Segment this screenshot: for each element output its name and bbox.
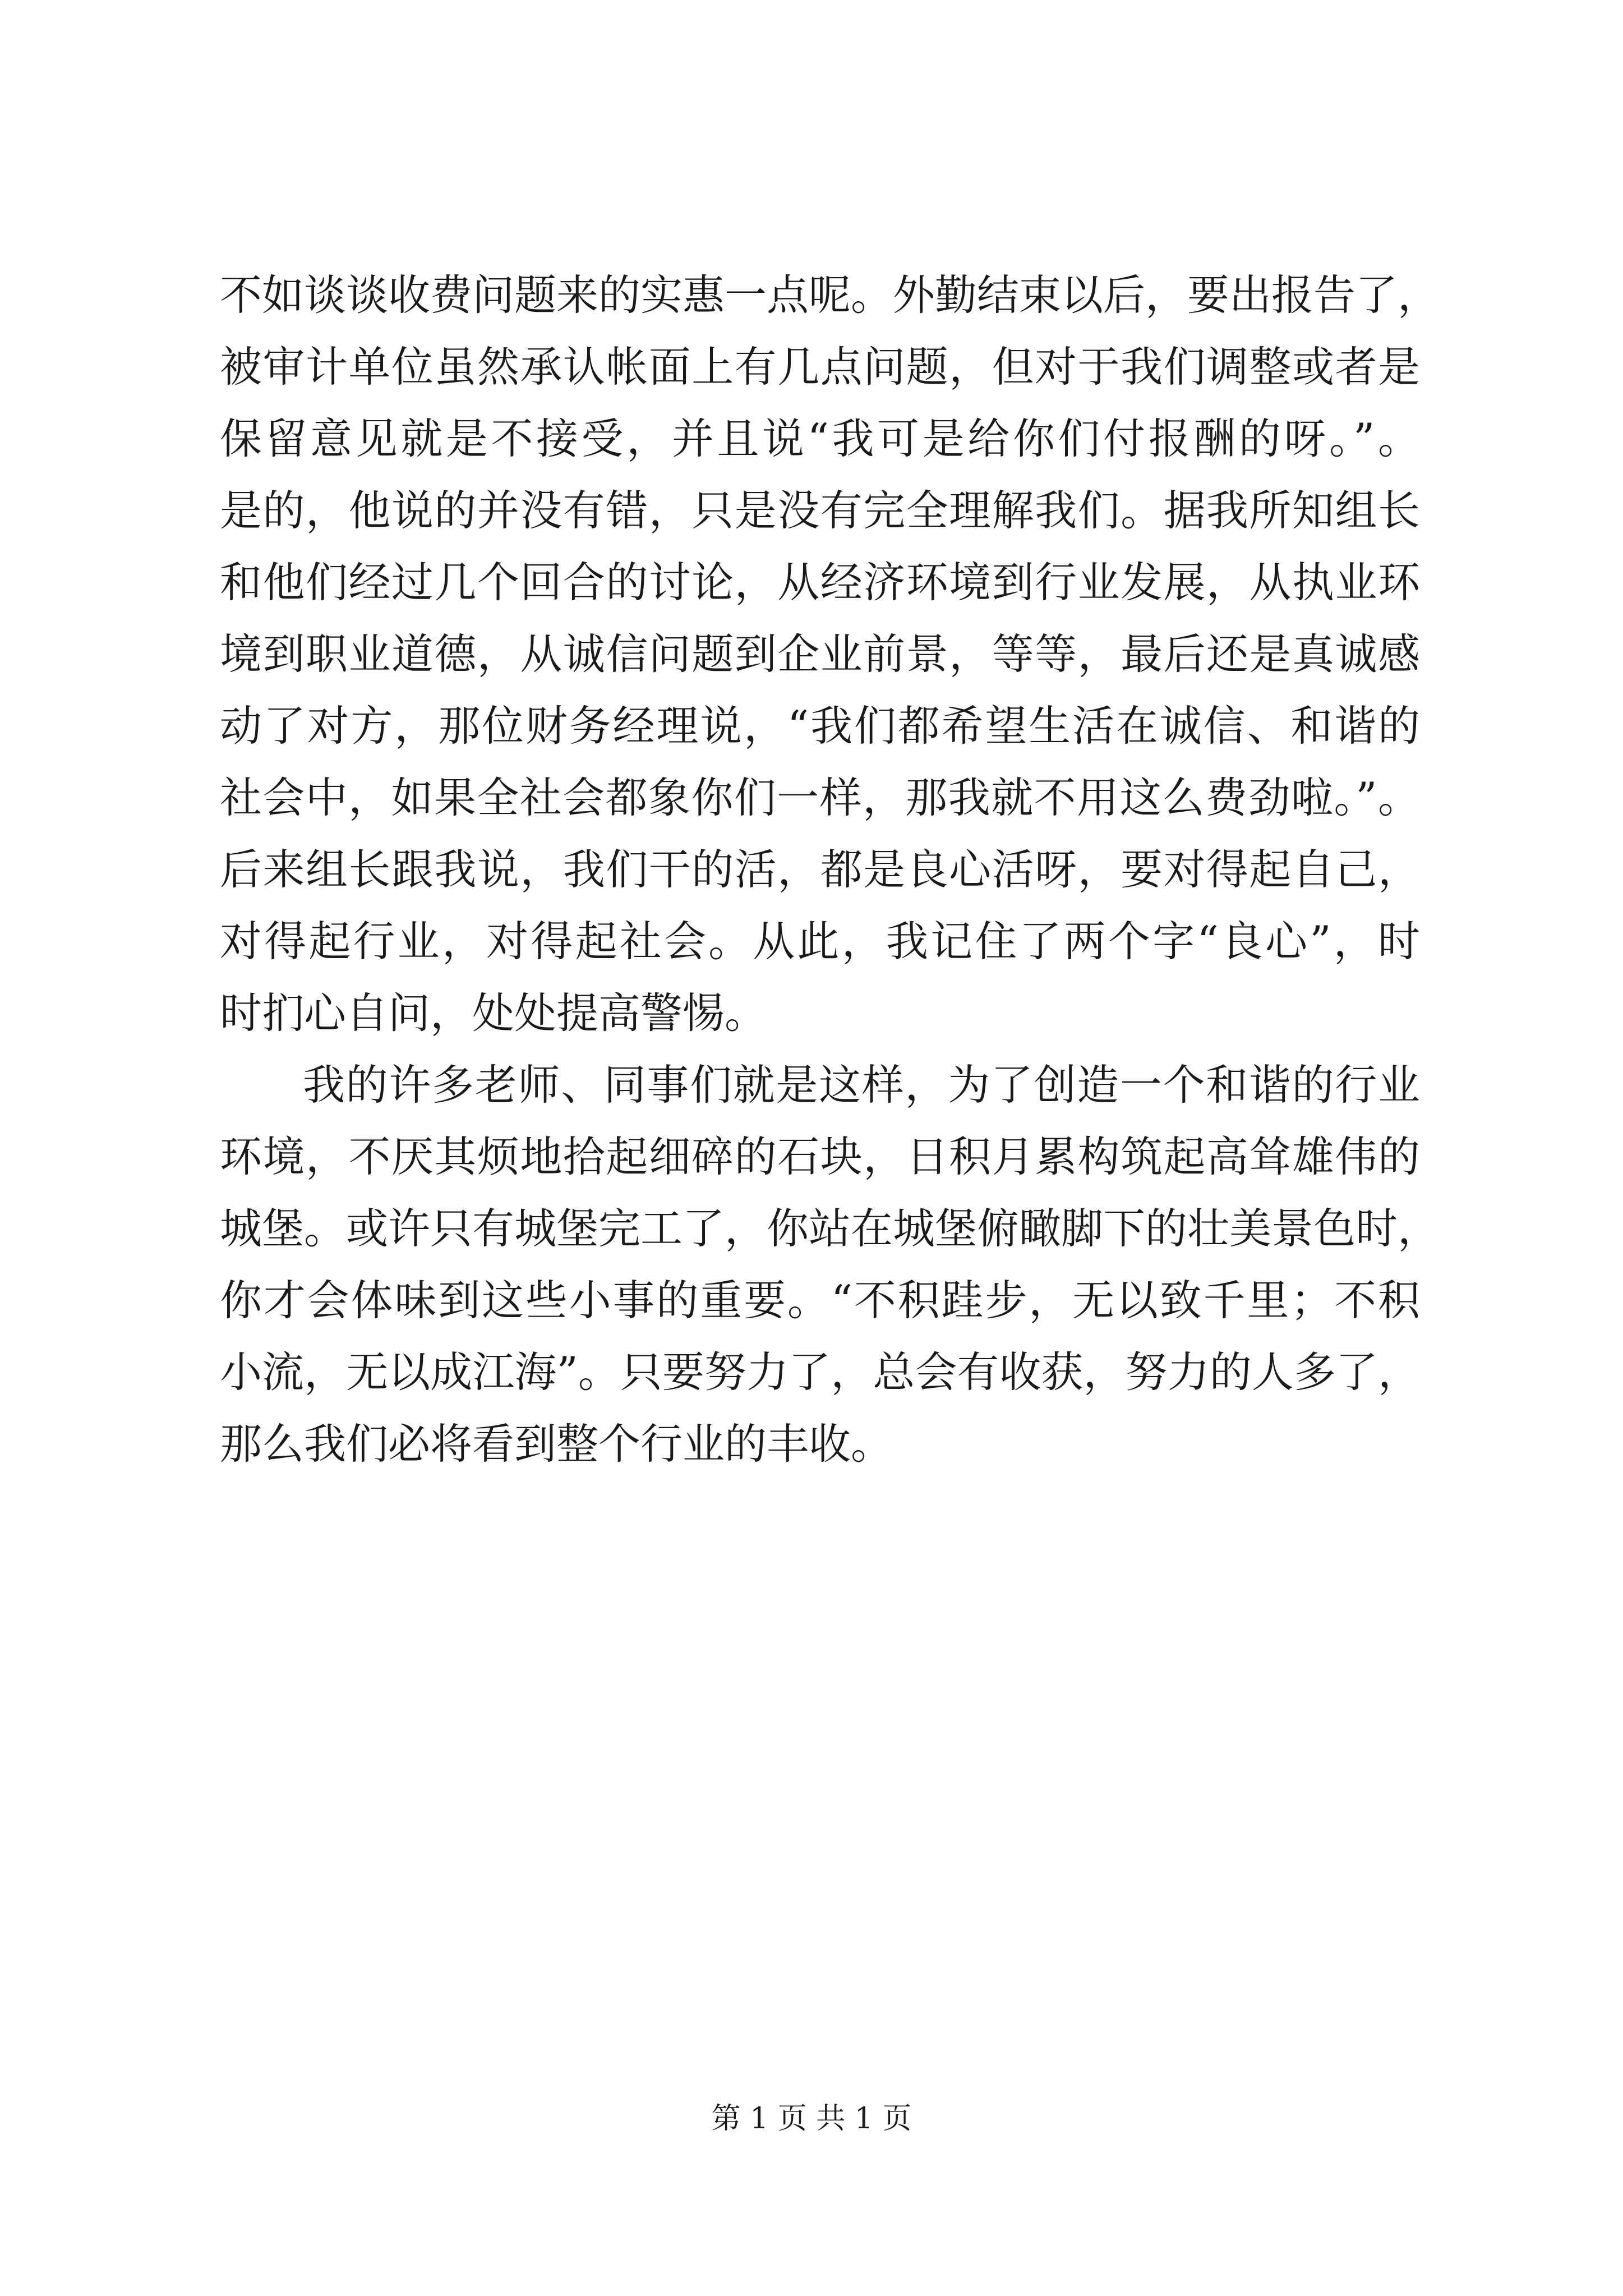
text-line: 后来组长跟我说，我们干的活，都是良心活呀，要对得起自己， (220, 845, 1420, 894)
text-line: 你才会体味到这些小事的重要。“不积跬步，无以致千里；不积 (220, 1276, 1420, 1325)
text-line: 被审计单位虽然承认帐面上有几点问题，但对于我们调整或者是 (220, 342, 1420, 392)
text-line: 小流，无以成江海”。只要努力了，总会有收获，努力的人多了， (220, 1347, 1420, 1397)
text-line: 保留意见就是不接受，并且说“我可是给你们付报酬的呀。”。 (220, 414, 1420, 463)
text-line: 环境，不厌其烦地拾起细碎的石块，日积月累构筑起高耸雄伟的 (220, 1132, 1420, 1181)
text-line: 对得起行业，对得起社会。从此，我记住了两个字“良心”，时 (220, 917, 1420, 966)
text-line: 那么我们必将看到整个行业的丰收。 (220, 1419, 893, 1469)
text-line: 社会中，如果全社会都象你们一样，那我就不用这么费劲啦。”。 (220, 773, 1420, 822)
text-line: 是的，他说的并没有错，只是没有完全理解我们。据我所知组长 (220, 486, 1420, 535)
text-line: 时扪心自问，处处提高警惕。 (220, 988, 767, 1038)
text-line: 不如谈谈收费问题来的实惠一点呢。外勤结束以后，要出报告了， (220, 270, 1440, 320)
text-line: 动了对方，那位财务经理说，“我们都希望生活在诚信、和谐的 (220, 701, 1420, 751)
text-line: 和他们经过几个回合的讨论，从经济环境到行业发展，从执业环 (220, 558, 1420, 607)
paragraph-2 (220, 1049, 1440, 1480)
page-number-footer: 第 1 页 共 1 页 (711, 2102, 912, 2136)
text-line: 我的许多老师、同事们就是这样，为了创造一个和谐的行业 (303, 1060, 1420, 1110)
paragraph-1 (220, 259, 1440, 1049)
document-body (220, 259, 1440, 1480)
text-line: 城堡。或许只有城堡完工了，你站在城堡俯瞰脚下的壮美景色时， (220, 1204, 1440, 1253)
text-line: 境到职业道德，从诚信问题到企业前景，等等，最后还是真诚感 (220, 629, 1420, 679)
